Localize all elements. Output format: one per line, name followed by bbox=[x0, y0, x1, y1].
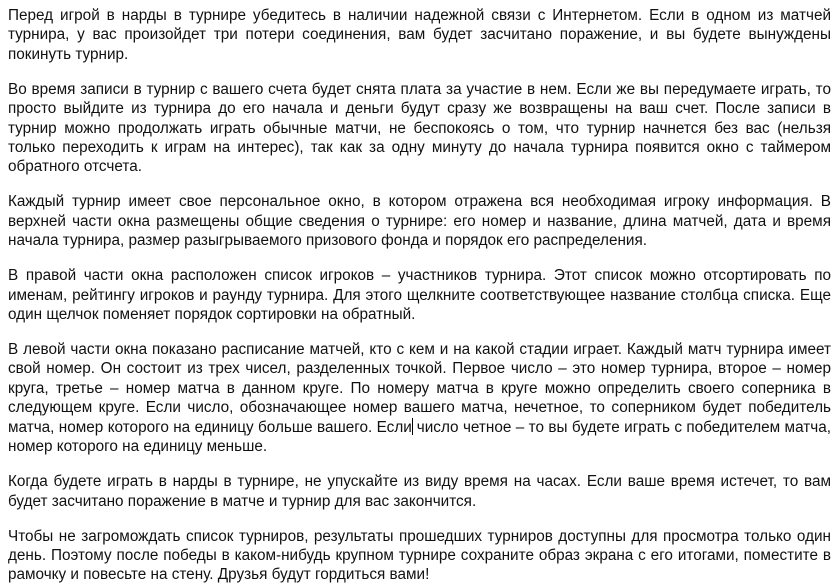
document-body bbox=[8, 6, 831, 585]
paragraph-results: Чтобы не загромождать список турниров, результаты прошедших турниров доступны для просмотра только один день. Поэтому после победы в каком-нибудь крупном турнире сохраните образ экрана с его итогами, поместите в рамочку и повесьте на стену. Друзья будут гордиться вами! bbox=[8, 527, 831, 584]
paragraph-connection: Перед игрой в нарды в турнире убедитесь в наличии надежной связи с Интернетом. Если в одном из матчей турнира, у вас произойдет три потери соединения, вам будет засчитано поражение, и вы будете вынуждены покинуть турнир. bbox=[8, 7, 831, 63]
paragraph-timer: Когда будете играть в нарды в турнире, не упускайте из виду время на часах. Если ваше время истечет, то вам будет засчитано поражение в матче и турнир для вас закончится. bbox=[8, 473, 831, 510]
text-cursor bbox=[412, 418, 413, 435]
match-schedule-text-end: число четное – то вы будете играть с победителем матча, номер которого на единицу меньше. bbox=[8, 418, 831, 456]
paragraph-tournament-window: Каждый турнир имеет свое персональное окно, в котором отражена вся необходимая игроку информация. В верхней части окна размещены общие сведения о турнире: его номер и название, длина матчей, дата и время начала турнира, размер разыгрываемого призового фонда и порядок его распределения. bbox=[8, 193, 831, 250]
paragraph-match-schedule bbox=[8, 340, 831, 456]
paragraph-player-list: В правой части окна расположен список игроков – участников турнира. Этот список можно отсортировать по именам, рейтингу игроков и раунду турнира. Для этого щелкните соответствующее название столбца списка. Еще один щелчок поменяет порядок сортировки на обратный. bbox=[8, 267, 831, 324]
paragraph-registration: Во время записи в турнир с вашего счета будет снята плата за участие в нем. Если же вы передумаете играть, то просто выйдите из турнира до его начала и деньги будут сразу же возвращены на ваш счет. После записи в турнир можно продолжать играть обычные матчи, не беспокоясь о том, что турнир начнется без вас (нельзя только переходить к играм на интерес), так как за одну минуту до начала турнира появится окно с таймером обратного отсчета. bbox=[8, 80, 831, 176]
match-schedule-text-start: В левой части окна показано расписание матчей, кто с кем и на какой стадии играет. Каждый матч турнира имеет свой номер. Он состоит из трех чисел, разделенных точкой. Первое число – это номер турнира, второе – номер круга, третье – номер матча в данном круге. По номеру матча в круге можно определить своего соперника в следующем круге. Если число, обозначающее номер вашего матча, нечетное, то соперником будет победитель матча, номер которого на единицу больше вашего. Если bbox=[8, 341, 831, 436]
